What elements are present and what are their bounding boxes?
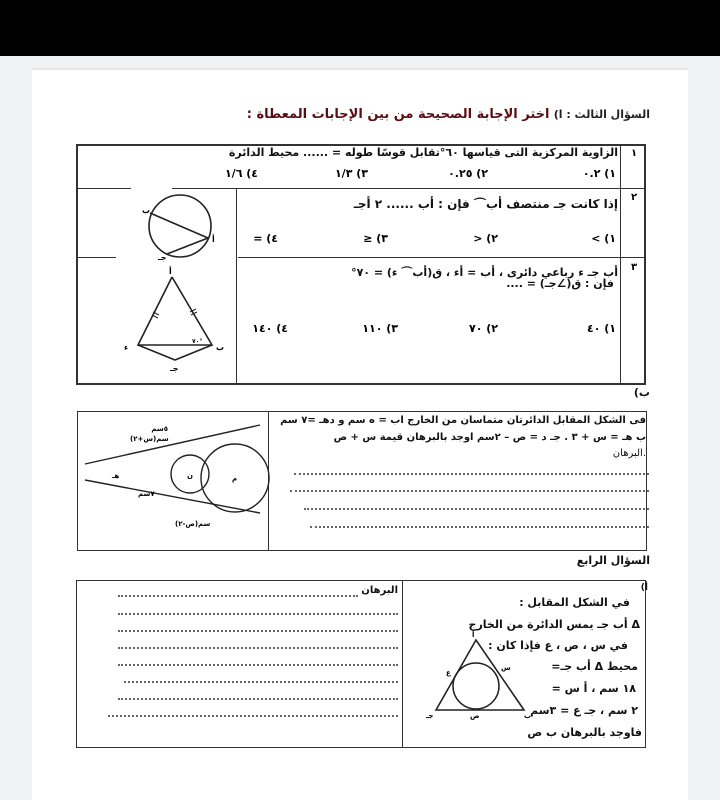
top-bar xyxy=(0,0,720,56)
svg-text:٧سم: ٧سم xyxy=(138,490,155,498)
svg-text:ص: ص xyxy=(470,712,480,720)
row-1-option-3[interactable]: ٣) ١/٣ xyxy=(334,167,368,180)
row-3-number: ٣ xyxy=(631,262,638,273)
row-2-option-3[interactable]: ٣) ≤ xyxy=(363,232,388,245)
table-num-col-border xyxy=(620,144,621,384)
row-divider xyxy=(238,257,644,258)
row-1-question: الزاوية المركزية التى قياسها ٦٠°تقابل قوسًا طوله = ...... محيط الدائرة xyxy=(228,146,618,159)
row-3-option-3[interactable]: ٣) ١١٠ xyxy=(362,322,398,335)
section-b-label: ب) xyxy=(633,386,650,399)
svg-text:م: م xyxy=(232,475,238,483)
row-3-question-line-1: أب جـ ء رباعي دائرى ، أب = أء ، ق(أب⌒ ء) = ٧٠° xyxy=(351,266,618,279)
svg-text:ب: ب xyxy=(142,206,151,215)
row-2-question: إذا كانت جـ منتصف أب⌒ فإن : أب ...... ٢ أجـ xyxy=(353,197,618,211)
question-4-line-3: محيط Δ أب جـ= xyxy=(551,660,638,673)
table-right-border xyxy=(644,144,646,384)
question-4-intro: في الشكل المقابل : xyxy=(519,596,630,609)
question-3-label: السؤال الثالث : ا) xyxy=(553,108,650,121)
svg-text:ع: ع xyxy=(446,669,451,677)
svg-text:أ: أ xyxy=(472,631,475,639)
svg-text:جـ: جـ xyxy=(158,253,167,262)
question-3-instruction: اختر الإجابة الصحيحة من بين الإجابات المعطاة : xyxy=(246,107,550,122)
answer-line[interactable] xyxy=(118,664,398,666)
row-2-number: ٢ xyxy=(631,192,638,203)
table-bottom-border xyxy=(76,383,646,385)
question-4-item-label: أ) xyxy=(640,583,648,593)
answer-line[interactable] xyxy=(118,647,398,649)
svg-text:ب: ب xyxy=(216,343,225,352)
svg-text:أ: أ xyxy=(212,235,215,244)
svg-text:س: س xyxy=(501,664,511,672)
incircle-triangle-figure xyxy=(416,630,536,720)
question-4-proof-label: البرهان xyxy=(361,585,398,596)
row-2-option-1[interactable]: ١) > xyxy=(591,232,616,245)
cyclic-quadrilateral-figure xyxy=(122,265,242,380)
answer-line[interactable] xyxy=(290,490,649,492)
row-1-option-1[interactable]: ١) ٠.٢ xyxy=(582,167,616,180)
question-4-line-6: فاوجد بالبرهان ب ص xyxy=(527,726,642,739)
row-3-question-line-2: فإن : ق(∠جـ) = .... xyxy=(506,277,614,290)
section-b-line-1: فى الشكل المقابل الدائرتان متماسان من الخارج اب = ه سم و دهـ =٧ سم xyxy=(280,415,646,426)
question-4-line-1: Δ أب جـ يمس الدائرة من الخارج xyxy=(468,618,640,631)
row-divider xyxy=(76,188,131,189)
row-divider xyxy=(172,188,644,189)
row-1-option-2[interactable]: ٢) ٠.٢٥ xyxy=(448,167,488,180)
question-4-line-4: ١٨ سم ، أ س = xyxy=(551,682,636,695)
answer-line[interactable] xyxy=(108,715,398,717)
row-1-number: ١ xyxy=(631,148,638,159)
svg-text:٧٠°: ٧٠° xyxy=(192,338,203,345)
tangent-circles-figure xyxy=(80,416,270,546)
svg-text:(س+٢)سم: (س+٢)سم xyxy=(130,435,169,443)
question-4-line-5: ٢ سم ، جـ ع = ٣سم xyxy=(530,704,638,717)
answer-line[interactable] xyxy=(294,473,649,475)
row-1-option-4[interactable]: ٤) ١/٦ xyxy=(224,167,258,180)
row-3-option-1[interactable]: ١) ٤٠ xyxy=(586,322,616,335)
svg-text:٥سم: ٥سم xyxy=(151,425,168,433)
section-b-proof-label: .البرهان xyxy=(612,448,646,459)
table-left-border xyxy=(76,144,78,384)
circle-chord-figure xyxy=(142,188,222,263)
svg-text:جـ: جـ xyxy=(170,364,179,373)
section-b-line-2: ب هـ = س + ٣ . جـ د = ص – ٢سم اوجد بالبرهان قيمة س + ص xyxy=(333,432,646,443)
answer-line[interactable] xyxy=(118,595,358,597)
answer-line[interactable] xyxy=(304,508,649,510)
svg-text:هـ: هـ xyxy=(112,472,120,480)
question-4-divider xyxy=(402,580,403,748)
question-4-line-2: في س ، ص ، ع فإذا كان : xyxy=(488,639,628,652)
row-3-option-2[interactable]: ٢) ٧٠ xyxy=(468,322,498,335)
svg-text:(ص-٢)سم: (ص-٢)سم xyxy=(175,520,211,528)
worksheet-page xyxy=(32,68,688,800)
answer-line[interactable] xyxy=(118,630,398,632)
svg-text:ء: ء xyxy=(124,343,129,352)
svg-text:ب: ب xyxy=(524,712,532,720)
answer-line[interactable] xyxy=(310,526,649,528)
answer-line[interactable] xyxy=(118,613,398,615)
row-3-option-4[interactable]: ٤) ١٤٠ xyxy=(252,322,288,335)
row-divider xyxy=(76,257,116,258)
row-2-option-4[interactable]: ٤) = xyxy=(253,232,278,245)
svg-text:ن: ن xyxy=(187,472,193,480)
row-2-option-2[interactable]: ٢) < xyxy=(473,232,498,245)
question-4-label: السؤال الرابع xyxy=(576,554,650,567)
svg-text:أ: أ xyxy=(169,267,172,276)
question-3-title xyxy=(247,107,650,122)
svg-text:جـ: جـ xyxy=(426,712,434,720)
answer-line[interactable] xyxy=(124,681,398,683)
answer-line[interactable] xyxy=(118,698,398,700)
